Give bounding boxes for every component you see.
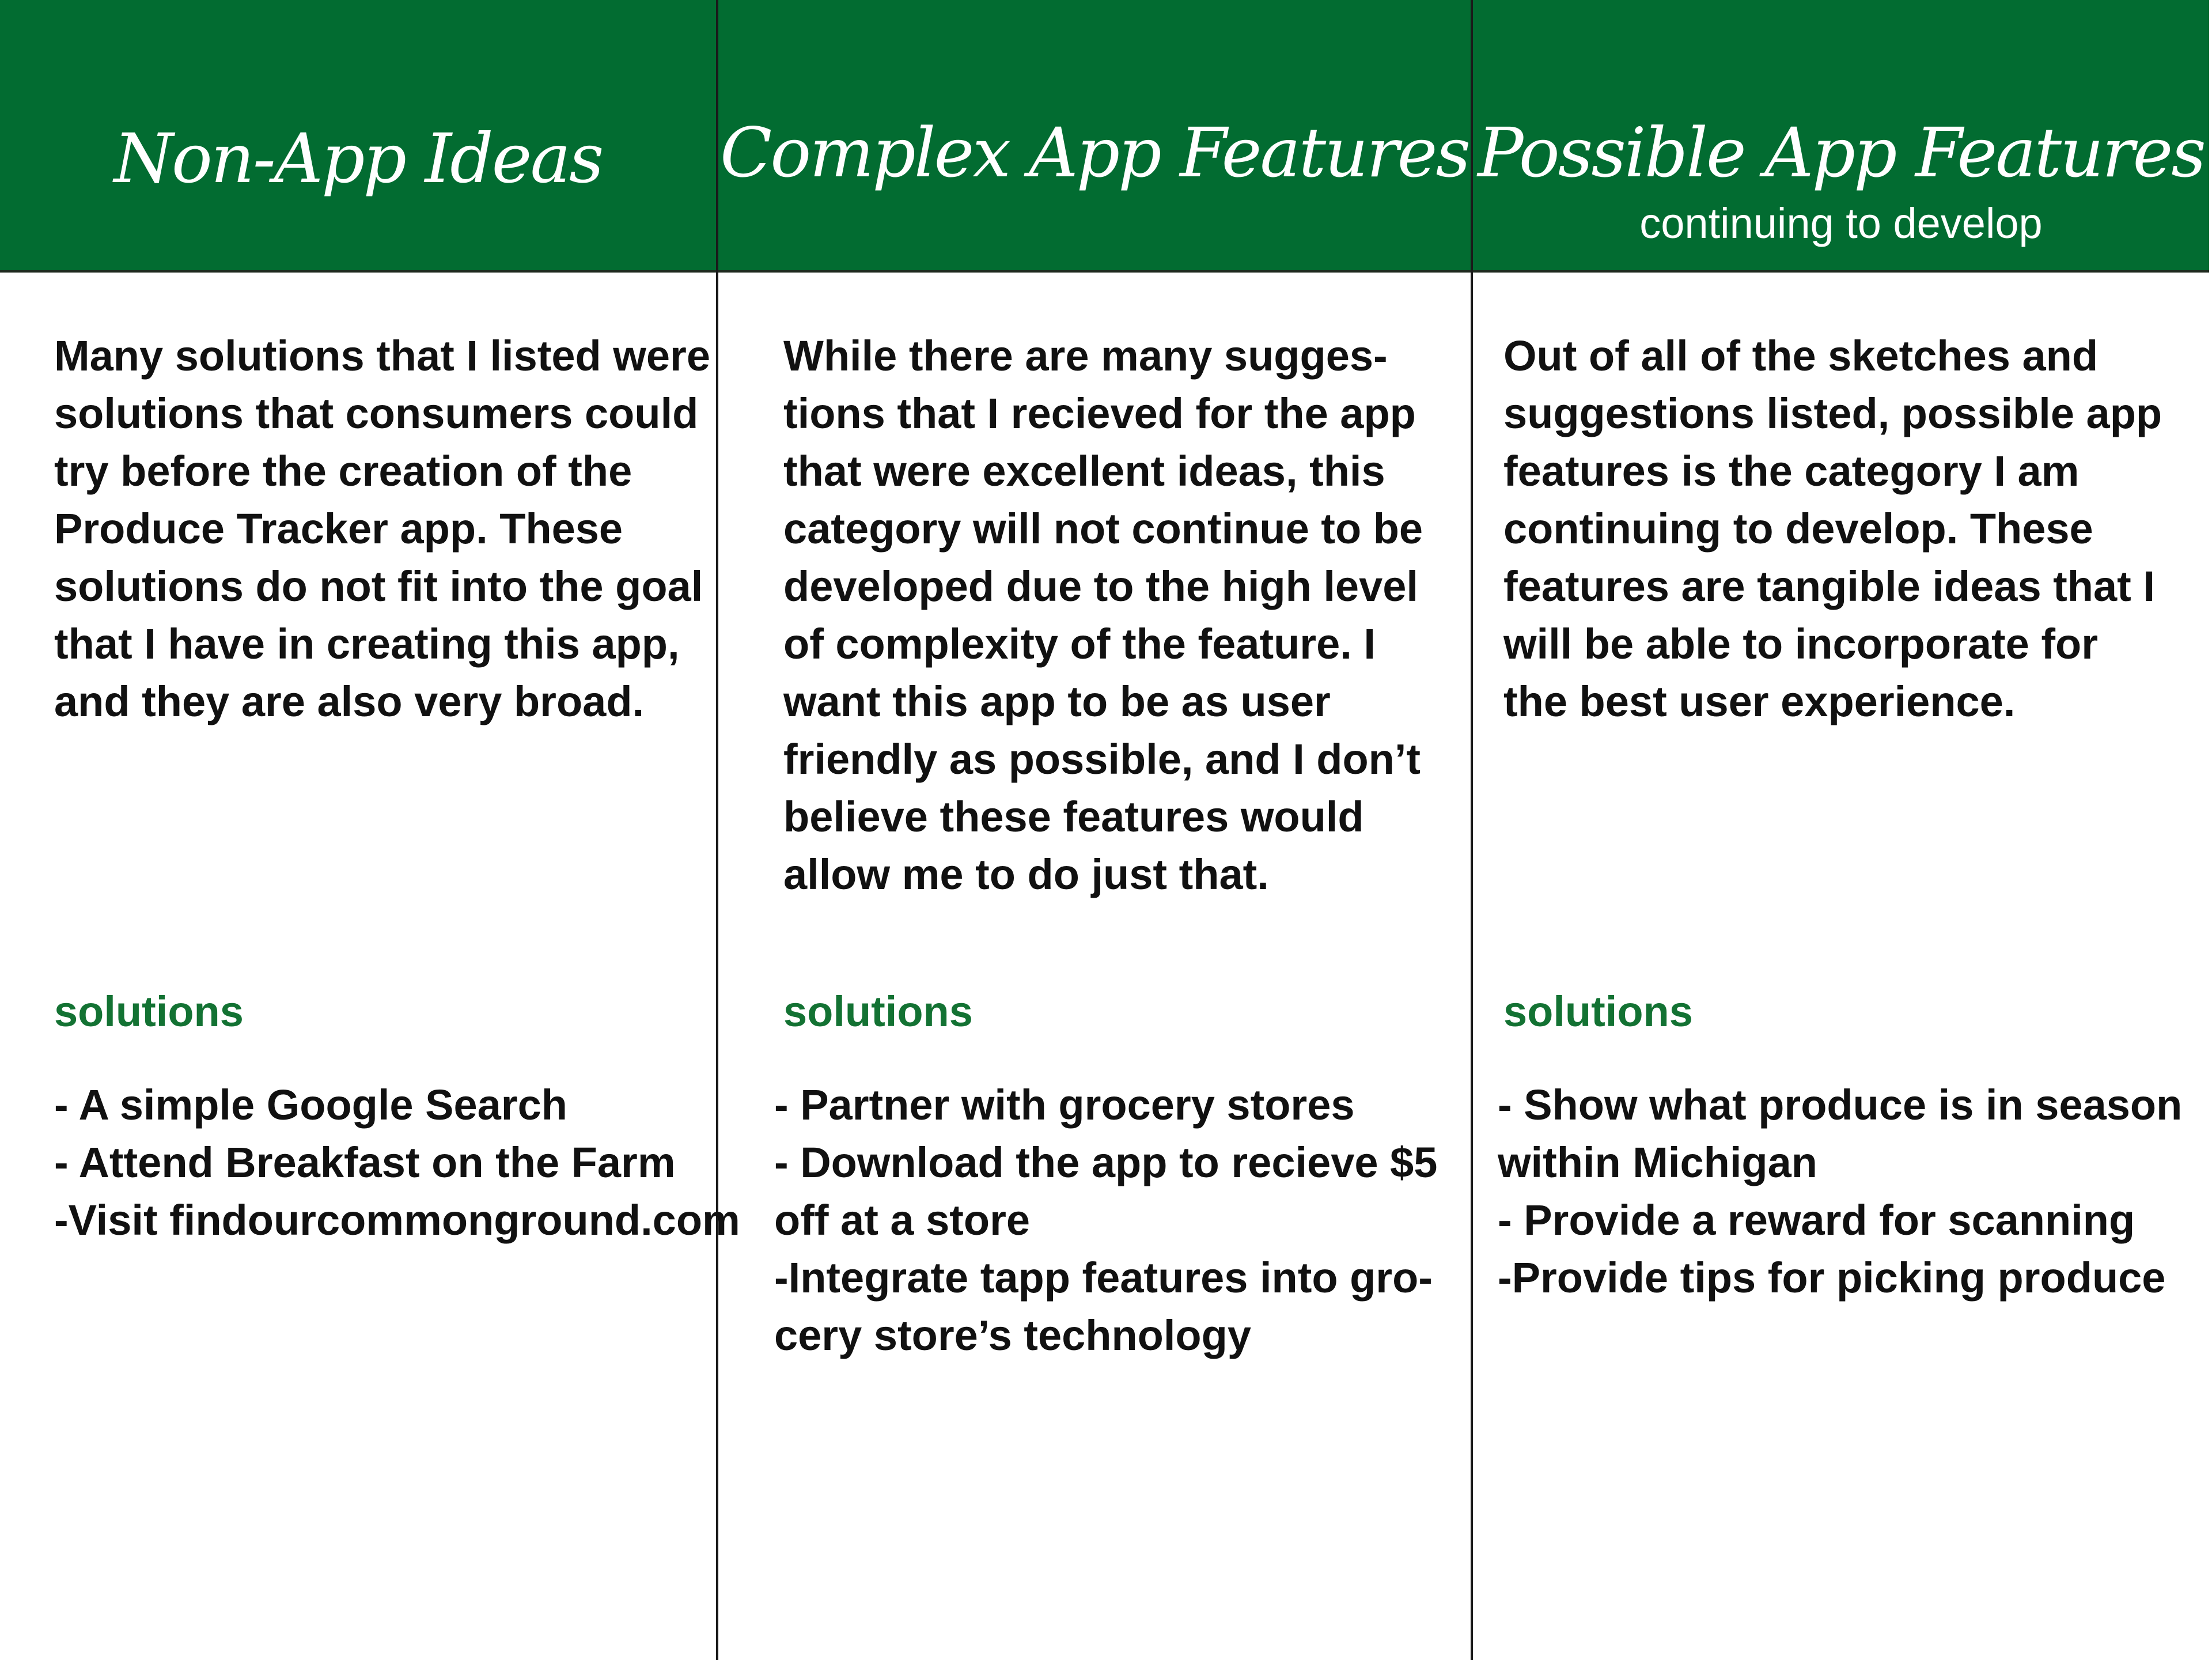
solutions-label: solutions bbox=[1503, 988, 1693, 1035]
column-paragraph-2 bbox=[783, 327, 1423, 903]
paragraph-line: will be able to incorporate for bbox=[1503, 620, 2099, 668]
paragraph-line: features are tangible ideas that I bbox=[1503, 562, 2155, 610]
paragraph-line: the best user experience. bbox=[1503, 678, 2016, 725]
solution-line: off at a store bbox=[774, 1196, 1031, 1244]
paragraph-line: that I have in creating this app, bbox=[54, 620, 680, 668]
solution-line: - Download the app to recieve $5 bbox=[774, 1139, 1438, 1186]
paragraph-line: that were excellent ideas, this bbox=[783, 447, 1385, 495]
paragraph-line: solutions do not fit into the goal bbox=[54, 562, 703, 610]
paragraph-line: continuing to develop. These bbox=[1503, 505, 2093, 553]
solution-line: - A simple Google Search bbox=[54, 1081, 567, 1129]
column-subtitle: continuing to develop bbox=[1639, 199, 2043, 247]
solution-line: - Show what produce is in season bbox=[1498, 1081, 2183, 1129]
solutions-label: solutions bbox=[783, 988, 973, 1035]
paragraph-line: allow me to do just that. bbox=[783, 850, 1269, 898]
solution-line: within Michigan bbox=[1498, 1139, 1817, 1186]
paragraph-line: suggestions listed, possible app bbox=[1503, 390, 2162, 437]
paragraph-line: solutions that consumers could bbox=[54, 390, 699, 437]
paragraph-line: and they are also very broad. bbox=[54, 678, 645, 725]
solutions-label: solutions bbox=[54, 988, 244, 1035]
solution-line: -Integrate tapp features into gro- bbox=[774, 1254, 1433, 1302]
paragraph-line: Many solutions that I listed were bbox=[54, 332, 710, 380]
paragraph-line: Produce Tracker app. These bbox=[54, 505, 623, 553]
paragraph-line: While there are many sugges- bbox=[783, 332, 1388, 380]
column-title-possible-app-features: Possible App Features bbox=[1478, 113, 2205, 192]
paragraph-line: want this app to be as user bbox=[783, 678, 1331, 725]
solutions-list-2 bbox=[774, 1076, 1437, 1364]
column-paragraph-1 bbox=[54, 327, 710, 731]
solutions-list-3 bbox=[1498, 1076, 2182, 1307]
column-divider-right bbox=[1471, 0, 1473, 1660]
solution-line: - Partner with grocery stores bbox=[774, 1081, 1355, 1129]
solution-line: - Attend Breakfast on the Farm bbox=[54, 1139, 676, 1186]
column-divider-left bbox=[716, 0, 718, 1660]
paragraph-line: Out of all of the sketches and bbox=[1503, 332, 2099, 380]
column-paragraph-3 bbox=[1503, 327, 2162, 731]
paragraph-line: tions that I recieved for the app bbox=[783, 390, 1416, 437]
column-title-complex-app-features: Complex App Features bbox=[720, 113, 1469, 192]
column-title-non-app-ideas: Non-App Ideas bbox=[113, 119, 603, 198]
paragraph-line: features is the category I am bbox=[1503, 447, 2080, 495]
paragraph-line: try before the creation of the bbox=[54, 447, 632, 495]
paragraph-line: category will not continue to be bbox=[783, 505, 1423, 553]
solution-line: -Visit findourcommonground.com bbox=[54, 1196, 740, 1244]
paragraph-line: believe these features would bbox=[783, 793, 1364, 841]
paragraph-line: friendly as possible, and I don’t bbox=[783, 735, 1421, 783]
paragraph-line: developed due to the high level bbox=[783, 562, 1418, 610]
solutions-list-1 bbox=[54, 1076, 740, 1249]
paragraph-line: of complexity of the feature. I bbox=[783, 620, 1376, 668]
solution-line: -Provide tips for picking produce bbox=[1498, 1254, 2166, 1302]
solution-line: - Provide a reward for scanning bbox=[1498, 1196, 2135, 1244]
solution-line: cery store’s technology bbox=[774, 1311, 1251, 1359]
